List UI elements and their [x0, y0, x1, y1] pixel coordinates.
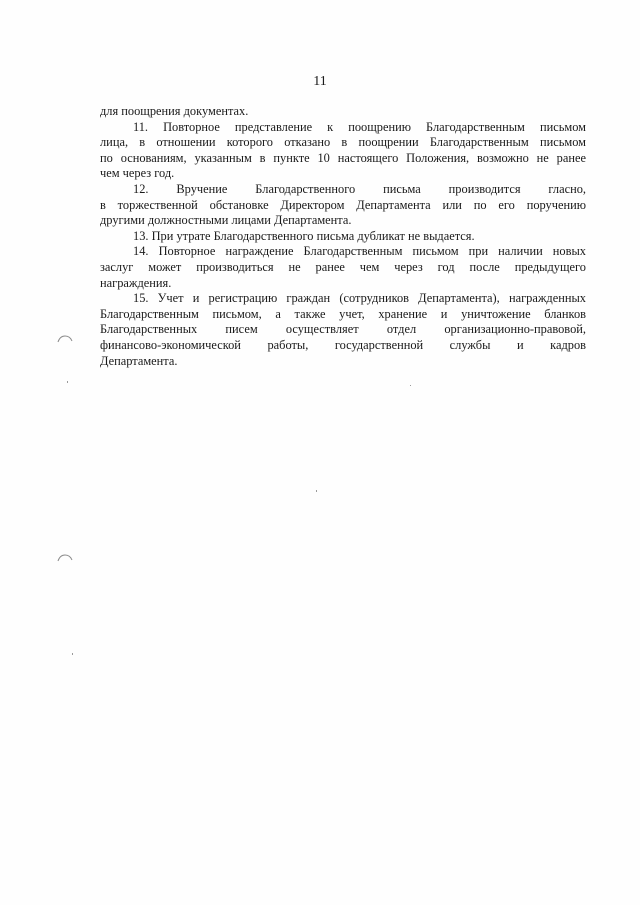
- paragraph-14-line-1: 14. Повторное награждение Благодарственным письмом при наличии новых: [133, 244, 586, 259]
- paragraph-15-line-4: финансово-экономической работы, государственной службы и кадров: [100, 337, 586, 352]
- paragraph-11-line-1: 11. Повторное представление к поощрению Благодарственным письмом: [133, 119, 586, 134]
- paragraph-15-line-2: Благодарственным письмом, а также учет, хранение и уничтожение бланков: [100, 306, 586, 321]
- text-line: для поощрения документах.: [100, 104, 249, 118]
- paragraph-15-line-3: Благодарственных писем осуществляет отдел организационно-правовой,: [100, 322, 586, 337]
- scan-speck: [410, 385, 411, 386]
- punch-hole-mark: [56, 334, 74, 343]
- paragraph-12-line-1: 12. Вручение Благодарственного письма производится гласно,: [133, 181, 586, 196]
- paragraph-15-line-1: 15. Учет и регистрацию граждан (сотрудников Департамента), награжденных: [133, 291, 586, 306]
- paragraph-11-line-2: лица, в отношении которого отказано в поощрении Благодарственным письмом: [100, 135, 586, 150]
- scan-speck: [316, 490, 317, 492]
- document-body: [100, 104, 586, 369]
- paragraph-14-line-3: награждения.: [100, 275, 172, 290]
- paragraph-14-line-2: заслуг может производиться не ранее чем через год после предыдущего: [100, 259, 586, 274]
- paragraph-11-line-3: по основаниям, указанным в пункте 10 настоящего Положения, возможно не ранее: [100, 150, 586, 165]
- punch-hole-mark: [56, 553, 74, 562]
- scan-speck: [72, 653, 73, 655]
- page-number: 11: [313, 74, 327, 89]
- paragraph-12-line-3: другими должностными лицами Департамента.: [100, 213, 352, 228]
- scan-speck: [67, 381, 68, 383]
- paragraph-11-line-4: чем через год.: [100, 166, 175, 181]
- paragraph-13-line-1: 13. При утрате Благодарственного письма дубликат не выдается.: [133, 228, 475, 243]
- paragraph-12-line-2: в торжественной обстановке Директором Департамента или по его поручению: [100, 197, 586, 212]
- paragraph-15-line-5: Департамента.: [100, 353, 178, 368]
